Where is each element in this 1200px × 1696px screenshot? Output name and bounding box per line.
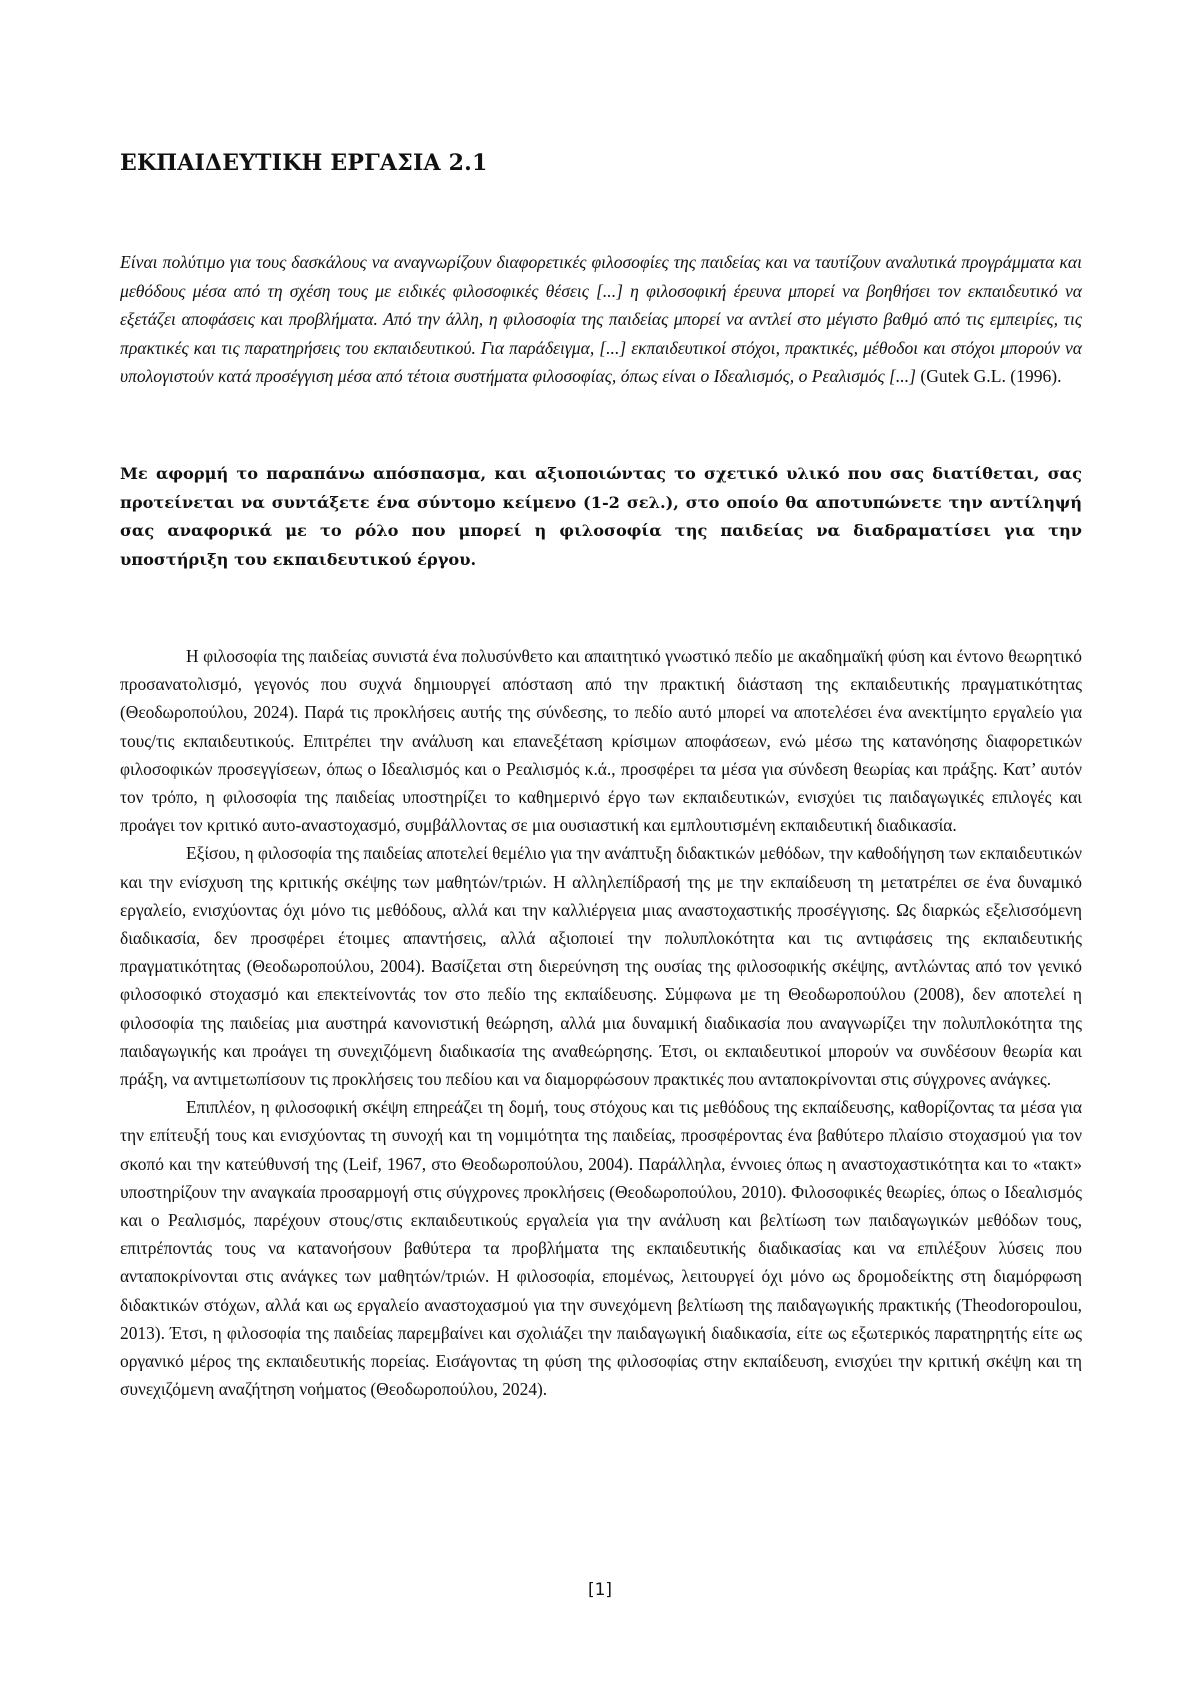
- quote-text: Είναι πολύτιμο για τους δασκάλους να αναγνωρίζουν διαφορετικές φιλοσοφίες της παιδείας και να ταυτίζουν αναλυτικά προγράμματα και μεθόδους μέσα από τη σχέση τους με ειδικές φιλοσοφικές θέσεις [...] η φιλοσοφική έρευνα μπορεί να βοηθήσει τον εκπαιδευτικό να εξετάζει αποφάσεις και προβλήματα. Από την άλλη, η φιλοσοφία της παιδείας μπορεί να αντλεί στο μέγιστο βαθμό από τις εμπειρίες, τις πρακτικές και τις παρατηρήσεις του εκπαιδευτικού. Για παράδειγμα, [...] εκπαιδευτικοί στόχοι, πρακτικές, μέθοδοι και στόχοι μπορούν να υπολογιστούν κατά προσέγγιση μέσα από τέτοια συστήματα φιλοσοφίας, όπως είναι ο Ιδεαλισμός, ο Ρεαλισμός [...]: [120, 252, 1082, 387]
- page-number: [1]: [587, 1580, 613, 1600]
- essay-paragraph: Επιπλέον, η φιλοσοφική σκέψη επηρεάζει τη δομή, τους στόχους και τις μεθόδους της εκπαίδευσης, καθορίζοντας τα μέσα για την επίτευξή τους και ενισχύοντας τη συνοχή και τη νομιμότητα της παιδείας, προσφέροντας ένα βαθύτερο πλαίσιο στοχασμού για τον σκοπό και την κατεύθυνσή της (Leif, 1967, στο Θεοδωροπούλου, 2004). Παράλληλα, έννοιες όπως η αναστοχαστικότητα και το «τακτ» υποστηρίζουν την αναγκαία προσαρμογή στις σύγχρονες προκλήσεις (Θεοδωροπούλου, 2010). Φιλοσοφικές θεωρίες, όπως ο Ιδεαλισμός και ο Ρεαλισμός, παρέχουν στους/στις εκπαιδευτικούς εργαλεία για την ανάλυση και βελτίωση των παιδαγωγικών μεθόδων τους, επιτρέποντάς τους να κατανοήσουν βαθύτερα τα προβλήματα της εκπαιδευτικής διαδικασίας και να επιλέξουν λύσεις που ανταποκρίνονται στις ανάγκες των μαθητών/τριών. Η φιλοσοφία, επομένως, λειτουργεί όχι μόνο ως δρομοδείκτης στη διαμόρφωση διδακτικών στόχων, αλλά και ως εργαλείο αναστοχασμού για την συνεχόμενη βελτίωση της παιδαγωγικής πρακτικής (Theodoropoulou, 2013). Έτσι, η φιλοσοφία της παιδείας παρεμβαίνει και σχολιάζει την παιδαγωγική διαδικασία, είτε ως εξωτερικός παρατηρητής είτε ως οργανικό μέρος της εκπαιδευτικής πορείας. Εισάγοντας τη φύση της φιλοσοφίας στην εκπαίδευση, ενισχύει την κριτική σκέψη και τη συνεχιζόμενη αναζήτηση νοήματος (Θεοδωροπούλου, 2024).: [120, 1097, 1082, 1400]
- task-prompt: Με αφορμή το παραπάνω απόσπασμα, και αξιοποιώντας το σχετικό υλικό που σας διατίθεται, σας προτείνεται να συντάξετε ένα σύντομο κείμενο (1-2 σελ.), στο οποίο θα αποτυπώνετε την αντίληψή σας αναφορικά με το ρόλο που μπορεί η φιλοσοφία της παιδείας να διαδραματίσει για την υποστήριξη του εκπαιδευτικού έργου.: [120, 464, 1082, 569]
- quote-block: [120, 248, 1082, 391]
- quote-citation: (Gutek G.L. (1996).: [915, 366, 1062, 387]
- essay-paragraph: Η φιλοσοφία της παιδείας συνιστά ένα πολυσύνθετο και απαιτητικό γνωστικό πεδίο με ακαδημαϊκή φύση και έντονο θεωρητικό προσανατολισμό, γεγονός που συχνά δημιουργεί απόσταση από την πρακτική διάσταση της εκπαιδευτικής πραγματικότητας (Θεοδωροπούλου, 2024). Παρά τις προκλήσεις αυτής της σύνδεσης, το πεδίο αυτό μπορεί να αποτελέσει ένα ανεκτίμητο εργαλείο για τους/τις εκπαιδευτικούς. Επιτρέπει την ανάλυση και επανεξέταση κρίσιμων αποφάσεων, ενώ μέσω της κατανόησης διαφορετικών φιλοσοφικών προσεγγίσεων, όπως ο Ιδεαλισμός και ο Ρεαλισμός κ.ά., προσφέρει τα μέσα για σύνδεση θεωρίας και πράξης. Κατ’ αυτόν τον τρόπο, η φιλοσοφία της παιδείας υποστηρίζει το καθημερινό έργο των εκπαιδευτικών, ενισχύει τις παιδαγωγικές επιλογές και προάγει τον κριτικό αυτο-αναστοχασμό, συμβάλλοντας σε μια ουσιαστική και εμπλουτισμένη εκπαιδευτική διαδικασία.: [120, 646, 1082, 836]
- essay-body: [120, 642, 1082, 1403]
- page-title: ΕΚΠΑΙΔΕΥΤΙΚΗ ΕΡΓΑΣΙΑ 2.1: [120, 150, 488, 176]
- essay-paragraph: Εξίσου, η φιλοσοφία της παιδείας αποτελεί θεμέλιο για την ανάπτυξη διδακτικών μεθόδων, την καθοδήγηση των εκπαιδευτικών και την ενίσχυση της κριτικής σκέψης των μαθητών/τριών. Η αλληλεπίδρασή της με την εκπαίδευση τη μετατρέπει σε ένα δυναμικό εργαλείο, ενισχύοντας όχι μόνο τις μεθόδους, αλλά και την καλλιέργεια μιας αναστοχαστικής προσέγγισης. Ως διαρκώς εξελισσόμενη διαδικασία, δεν προσφέρει έτοιμες απαντήσεις, αλλά αξιοποιεί την πολυπλοκότητα και τις αντιφάσεις της εκπαιδευτικής πραγματικότητας (Θεοδωροπούλου, 2004). Βασίζεται στη διερεύνηση της ουσίας της φιλοσοφικής σκέψης, αντλώντας από τον γενικό φιλοσοφικό στοχασμό και επεκτείνοντάς τον στο πεδίο της εκπαίδευσης. Σύμφωνα με τη Θεοδωροπούλου (2008), δεν αποτελεί η φιλοσοφία της παιδείας μια αυστηρά κανονιστική θεώρηση, αλλά μια δυναμική διαδικασία που αναγνωρίζει την πολυπλοκότητα της παιδαγωγικής και προάγει τη συνεχιζόμενη διαδικασία της αναθεώρησης. Έτσι, οι εκπαιδευτικοί μπορούν να συνδέσουν θεωρία και πράξη, να αντιμετωπίσουν τις προκλήσεις του πεδίου και να διαμορφώσουν πρακτικές που ανταποκρίνονται στις σύγχρονες ανάγκες.: [120, 843, 1082, 1090]
